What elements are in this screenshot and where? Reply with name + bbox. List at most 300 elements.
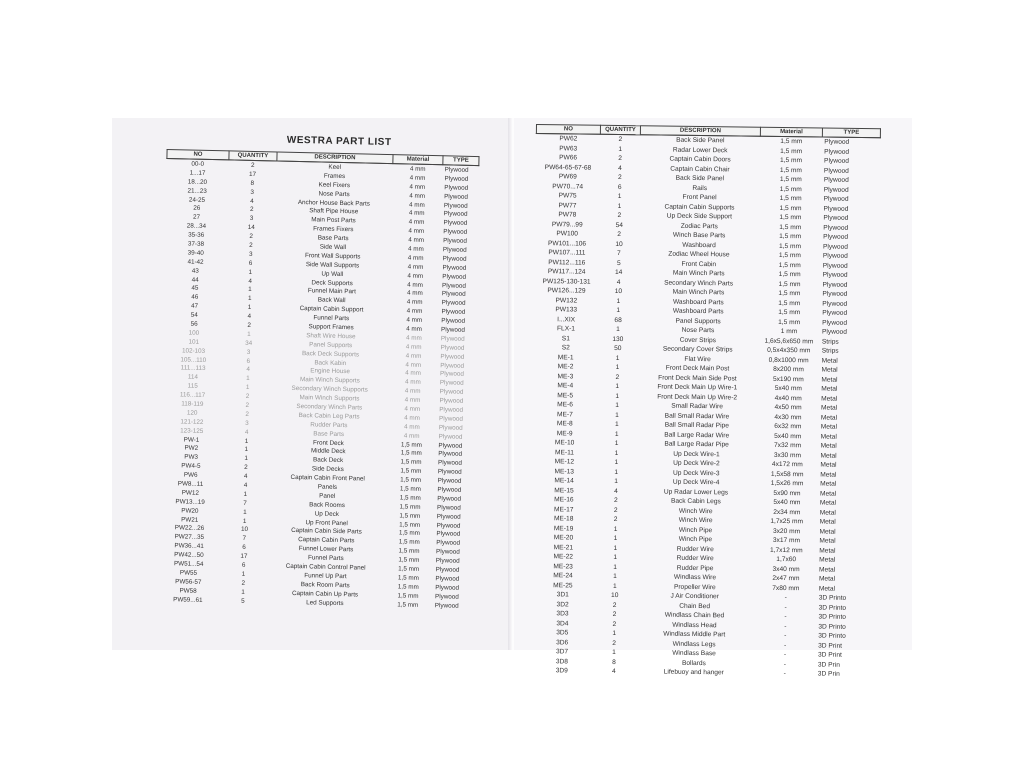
material-cell: - [784, 603, 787, 611]
part-number-cell: PW78 [558, 211, 577, 219]
part-number-cell: PW8...11 [177, 480, 204, 488]
part-number-cell: PW27...35 [174, 533, 205, 542]
type-cell: Plywood [437, 468, 462, 476]
material-cell: 5x40 mm [773, 499, 801, 507]
material-cell: 5x190 mm [772, 375, 804, 384]
description-cell: Windlass Wire [673, 573, 717, 582]
type-cell: Metal [821, 376, 838, 384]
type-cell: Plywood [822, 290, 848, 299]
material-cell: 4 mm [404, 414, 421, 422]
type-cell: 3D Printo [818, 632, 846, 641]
material-cell: 1,5 mm [400, 476, 422, 484]
description-cell: Chain Bed [679, 602, 711, 610]
material-cell: - [784, 632, 787, 640]
description-cell: Up Front Panel [305, 518, 348, 527]
type-cell: Plywood [823, 233, 849, 242]
part-number-cell: 47 [190, 302, 199, 310]
column-header-description: DESCRIPTION [640, 126, 760, 136]
description-cell: Rudder Parts [310, 421, 348, 429]
quantity-cell: 8 [612, 658, 616, 666]
description-cell: Ball Small Radar Pipe [664, 421, 729, 430]
quantity-cell: 2 [249, 232, 253, 241]
material-cell: 0,5x4x350 mm [767, 347, 811, 355]
type-cell: Plywood [435, 584, 460, 592]
parts-table-left [156, 149, 479, 611]
type-cell: 3D Printo [818, 604, 847, 612]
material-cell: 4 mm [406, 316, 423, 324]
description-cell: Keel [328, 163, 342, 171]
part-number-cell: PW56-57 [175, 578, 202, 586]
description-cell: Front Deck [313, 438, 344, 447]
part-number-cell: PW2 [184, 444, 199, 453]
column-header-no: NO [536, 125, 600, 135]
part-number-cell: ME-7 [557, 411, 573, 419]
description-cell: Front Deck Main Post [665, 364, 730, 373]
quantity-cell: 4 [246, 366, 250, 374]
part-number-cell: ME-1 [557, 354, 574, 362]
description-cell: Back Deck Supports [301, 349, 360, 359]
quantity-cell: 4 [611, 668, 616, 676]
description-cell: Ball Small Radar Wire [664, 412, 730, 421]
quantity-cell: 1 [615, 392, 620, 400]
description-cell: Winch Wire [678, 517, 713, 525]
part-number-cell: ME-6 [557, 401, 573, 409]
column-header-material: Material [393, 155, 443, 165]
quantity-cell: 4 [618, 164, 622, 172]
type-cell: Plywood [440, 352, 465, 361]
description-cell: Zodiac Wheel House [668, 250, 730, 259]
type-cell: Plywood [442, 264, 467, 272]
type-cell: Plywood [822, 252, 848, 261]
quantity-cell: 1 [614, 478, 619, 486]
part-number-cell: ME-4 [557, 382, 574, 390]
description-cell: Up Deck Wire-4 [672, 478, 720, 487]
part-number-cell: ME-20 [553, 534, 574, 542]
column-header-type: TYPE [443, 156, 479, 166]
type-cell: Plywood [442, 281, 466, 290]
material-cell: 1,5 mm [780, 157, 803, 165]
description-cell: Back Cabin Legs [670, 497, 721, 506]
description-cell: Shaft Pipe House [309, 207, 359, 216]
description-cell: Main Winch Supports [299, 394, 360, 403]
quantity-cell: 1 [613, 544, 618, 552]
part-number-cell: ME-22 [553, 553, 573, 561]
part-number-cell: ME-10 [554, 439, 575, 447]
type-cell: Metal [818, 575, 836, 583]
material-cell: 4 mm [406, 298, 423, 307]
type-cell: Plywood [438, 450, 463, 459]
description-cell: Shaft Wire House [306, 332, 356, 341]
part-number-cell: ME-11 [554, 449, 574, 457]
description-cell: Support Frames [308, 323, 354, 332]
description-cell: Windlass Middle Part [663, 630, 726, 639]
document-title: WESTRA PART LIST [286, 134, 392, 149]
material-cell: - [783, 660, 787, 668]
material-cell: 4 mm [406, 307, 423, 316]
material-cell: 1,5 mm [779, 233, 802, 241]
description-cell: Winch Pipe [678, 536, 713, 544]
quantity-cell: 1 [243, 508, 247, 516]
material-cell: 1,5 mm [400, 440, 423, 449]
description-cell: Funnel Lower Parts [298, 545, 354, 554]
material-cell: 1,5 mm [778, 252, 801, 260]
type-cell: Metal [821, 357, 838, 365]
quantity-cell: 1 [615, 364, 620, 372]
type-cell: Metal [819, 537, 836, 545]
quantity-cell: 17 [240, 552, 248, 561]
column-header-no: NO [167, 150, 229, 160]
part-number-cell: PW101...106 [547, 239, 587, 248]
description-cell: Secondary Winch Parts [664, 279, 734, 288]
description-cell: Washboard Parts [672, 298, 724, 307]
part-number-cell: 101 [188, 338, 200, 346]
description-cell: Windlass Legs [672, 640, 716, 648]
part-number-cell: ME-16 [554, 496, 574, 504]
quantity-cell: 2 [617, 174, 622, 182]
description-cell: Back Side Panel [676, 136, 725, 145]
material-cell: 4 mm [407, 263, 424, 271]
type-cell: Metal [819, 547, 836, 555]
description-cell: Frames Fixers [313, 225, 354, 234]
part-number-cell: PW22...26 [174, 524, 205, 533]
material-cell: 1,5 mm [778, 290, 801, 298]
quantity-cell: 2 [618, 155, 622, 163]
quantity-cell: 14 [614, 269, 623, 277]
type-cell: Plywood [441, 299, 466, 308]
part-number-cell: 44 [191, 276, 199, 284]
part-number-cell: PW126...129 [547, 287, 586, 295]
type-cell: Plywood [439, 370, 464, 379]
part-number-cell: 18...20 [187, 178, 208, 186]
description-cell: Panels [317, 483, 338, 491]
description-cell: Propeller Wire [673, 583, 716, 591]
part-number-cell: PW4-5 [181, 462, 201, 471]
type-cell: Plywood [440, 335, 465, 343]
quantity-cell: 1 [244, 437, 249, 445]
part-number-cell: PW62 [559, 135, 578, 143]
description-cell: Funnel Parts [307, 554, 344, 563]
material-cell: 1,5 mm [400, 458, 422, 467]
column-header-quantity: QUANTITY [229, 151, 277, 161]
part-number-cell: 37-38 [187, 240, 205, 248]
document-photo [112, 118, 912, 679]
part-number-cell: ME-13 [554, 468, 575, 476]
material-cell: 4 mm [408, 209, 425, 218]
material-cell: 1,5 mm [780, 138, 803, 146]
part-number-cell: 1...17 [189, 169, 206, 177]
part-number-cell: PW107...111 [548, 249, 586, 257]
material-cell: 5x40 mm [774, 385, 802, 393]
quantity-cell: 1 [616, 307, 621, 315]
type-cell: Plywood [436, 504, 461, 512]
description-cell: Secondary Winch Parts [296, 402, 363, 412]
part-number-cell: ME-25 [553, 581, 573, 590]
part-number-cell: 3D1 [556, 591, 569, 599]
part-number-cell: ME-23 [553, 562, 573, 571]
type-cell: 3D Printo [818, 623, 846, 631]
type-cell: Plywood [435, 548, 460, 556]
type-cell: Plywood [824, 157, 850, 166]
material-cell: 1,5 mm [778, 280, 801, 288]
quantity-cell: 2 [615, 373, 620, 381]
material-cell: 6x32 mm [774, 423, 802, 431]
description-cell: Back Room Parts [300, 580, 350, 590]
description-cell: Rudder Pipe [676, 564, 714, 572]
part-number-cell: 116...117 [179, 391, 206, 400]
description-cell: Front Cabin [681, 260, 717, 268]
part-number-cell: 3D6 [556, 639, 569, 647]
material-cell: 1,5 mm [397, 574, 420, 582]
material-cell: 1,5 mm [399, 485, 422, 493]
quantity-cell: 2 [247, 321, 251, 329]
description-cell: Main Post Parts [311, 216, 356, 225]
part-number-cell: PW42...50 [174, 551, 204, 560]
quantity-cell: 1 [616, 297, 621, 305]
description-cell: Ball Large Radar Wire [664, 431, 730, 440]
part-number-cell: PW58 [179, 587, 197, 595]
type-cell: Plywood [437, 477, 462, 485]
quantity-cell: 17 [248, 170, 257, 178]
type-cell: Metal [821, 366, 838, 374]
description-cell: Up Deck Wire-1 [673, 450, 720, 459]
material-cell: 1,5 mm [779, 185, 802, 194]
material-cell: - [784, 622, 787, 630]
quantity-cell: 2 [244, 464, 248, 472]
part-number-cell: 00-0 [191, 160, 205, 168]
column-header-quantity: QUANTITY [600, 125, 640, 134]
part-number-cell: 24-25 [188, 196, 206, 204]
material-cell: 4 mm [409, 174, 426, 182]
part-number-cell: PW20 [181, 507, 199, 515]
material-cell: 4 mm [407, 245, 424, 253]
material-cell: 4 mm [408, 227, 425, 236]
type-cell: Metal [820, 423, 837, 431]
column-header-type: TYPE [822, 128, 880, 138]
quantity-cell: 1 [618, 145, 623, 153]
quantity-cell: 2 [250, 161, 255, 169]
material-cell: - [783, 641, 787, 649]
parts-table-right-body [530, 134, 881, 680]
part-number-cell: PW69 [558, 173, 577, 181]
quantity-cell: 1 [614, 449, 619, 457]
part-number-cell: 120 [186, 409, 198, 417]
part-number-cell: ME-17 [554, 505, 574, 514]
description-cell: Funnel Up Part [304, 572, 347, 581]
quantity-cell: 1 [244, 455, 248, 463]
description-cell: Ball Large Radar Pipe [664, 440, 729, 449]
material-cell: 1,5 mm [778, 299, 801, 307]
type-cell: 3D Printo [818, 594, 847, 603]
quantity-cell: 2 [245, 410, 249, 418]
material-cell: 1,5 mm [398, 529, 421, 538]
quantity-cell: 1 [615, 411, 619, 419]
material-cell: 1,5 mm [399, 503, 421, 511]
material-cell: 4 mm [404, 387, 421, 396]
type-cell: Plywood [444, 184, 469, 192]
description-cell: Captain Cabin Supports [664, 203, 735, 212]
quantity-cell: 10 [611, 592, 619, 600]
part-number-cell: PW133 [555, 306, 578, 314]
type-cell: Plywood [441, 290, 466, 299]
part-number-cell: S2 [561, 344, 570, 352]
part-number-cell: 105...110 [180, 355, 207, 364]
type-cell: Plywood [436, 530, 461, 539]
material-cell: 1,7x12 mm [769, 546, 803, 555]
quantity-cell: 4 [243, 481, 248, 489]
quantity-cell: 6 [246, 357, 251, 365]
description-cell: Back Side Panel [675, 174, 725, 183]
description-cell: Small Radar Wire [671, 402, 723, 411]
material-cell: 4 mm [404, 378, 421, 387]
material-cell: 3x17 mm [772, 537, 801, 545]
type-cell: Metal [820, 480, 837, 488]
description-cell: Bollards [681, 659, 706, 667]
quantity-cell: 2 [249, 241, 253, 249]
quantity-cell: 4 [244, 428, 249, 436]
material-cell: 7x80 mm [772, 584, 800, 593]
material-cell: 4 mm [405, 361, 422, 369]
material-cell: 4 mm [406, 289, 423, 298]
type-cell: Plywood [822, 281, 848, 289]
quantity-cell: 2 [612, 620, 617, 628]
quantity-cell: 1 [617, 202, 622, 210]
description-cell: Cover Strips [679, 336, 717, 344]
type-cell: Plywood [435, 575, 460, 583]
part-number-cell: PW75 [558, 192, 577, 200]
part-number-cell: 54 [190, 311, 198, 319]
material-cell: 1,5 mm [779, 204, 802, 212]
material-cell: 1,5 mm [397, 592, 419, 600]
type-cell: Plywood [438, 424, 463, 432]
type-cell: Plywood [822, 243, 848, 251]
type-cell: Plywood [441, 308, 466, 317]
part-number-cell: 46 [191, 293, 199, 302]
quantity-cell: 14 [247, 224, 255, 232]
part-number-cell: PW64-65-67-68 [544, 163, 592, 172]
right-sheet [529, 124, 881, 680]
description-cell: Up Deck Side Support [666, 212, 733, 221]
quantity-cell: 7 [617, 250, 621, 258]
quantity-cell: 4 [614, 487, 618, 495]
quantity-cell: 1 [242, 517, 247, 525]
material-cell: 4 mm [404, 405, 421, 413]
type-cell: Metal [821, 395, 838, 403]
part-number-cell: ME-3 [557, 373, 574, 381]
part-number-cell: 3D3 [556, 610, 569, 618]
quantity-cell: 4 [616, 278, 621, 286]
description-cell: Nose Parts [318, 190, 350, 198]
type-cell: Plywood [437, 459, 462, 468]
material-cell: 1 mm [780, 328, 798, 336]
type-cell: Metal [819, 556, 836, 564]
description-cell: Funnel Main Part [307, 287, 356, 296]
quantity-cell: 10 [614, 288, 623, 296]
type-cell: Plywood [823, 186, 849, 194]
quantity-cell: 1 [613, 535, 618, 543]
quantity-cell: 1 [615, 354, 620, 362]
quantity-cell: 2 [612, 601, 617, 609]
material-cell: 4 mm [403, 432, 420, 440]
material-cell: - [783, 651, 787, 659]
quantity-cell: 1 [612, 582, 617, 590]
material-cell: 3x20 mm [772, 527, 801, 536]
material-cell: 1,5 mm [778, 261, 801, 269]
type-cell: Plywood [444, 175, 469, 183]
part-number-cell: ME-24 [553, 572, 573, 580]
type-cell: Plywood [439, 397, 464, 405]
description-cell: Middle Deck [310, 447, 346, 456]
type-cell: Plywood [440, 361, 465, 370]
part-number-cell: ME-14 [554, 477, 574, 485]
quantity-cell: 10 [240, 526, 249, 534]
description-cell: Captain Cabin Side Parts [291, 527, 362, 536]
type-cell: 3D Printo [818, 613, 847, 622]
type-cell: Metal [820, 452, 837, 460]
description-cell: Front Deck Main Up Wire-1 [657, 383, 738, 392]
quantity-cell: 4 [250, 197, 254, 205]
description-cell: Zodiac Parts [680, 222, 718, 230]
description-cell: Winch Pipe [678, 526, 713, 534]
quantity-cell: 1 [247, 304, 252, 312]
type-cell: Plywood [440, 344, 465, 352]
part-number-cell: 121-122 [180, 418, 204, 426]
material-cell: 1,5 mm [399, 494, 421, 502]
material-cell: 4 mm [407, 272, 424, 280]
quantity-cell: 4 [248, 277, 252, 285]
part-number-cell: FLX-1 [556, 325, 576, 333]
material-cell: 1,5 mm [778, 318, 801, 326]
description-cell: Anchor House Back Parts [297, 198, 371, 208]
part-number-cell: 114 [187, 373, 199, 382]
description-cell: Base Parts [317, 234, 349, 243]
type-cell: Plywood [441, 326, 465, 334]
description-cell: Windlass Head [672, 621, 717, 629]
type-cell: Plywood [823, 176, 849, 185]
type-cell: Metal [819, 528, 836, 536]
description-cell: Back Cabin Leg Parts [298, 411, 360, 421]
part-number-cell: PW70...74 [552, 182, 584, 191]
part-number-cell: 39-40 [187, 249, 204, 257]
description-cell: Front Deck Main Side Post [658, 374, 737, 383]
material-cell: 1,5 mm [778, 309, 801, 317]
quantity-cell: 3 [248, 250, 253, 258]
description-cell: Keel Fixers [318, 181, 351, 189]
type-cell: Plywood [441, 317, 466, 325]
part-number-cell: 123-125 [180, 427, 204, 435]
description-cell: Winch Wire [678, 507, 713, 515]
material-cell: 4 mm [407, 254, 424, 262]
part-number-cell: 27 [192, 213, 201, 222]
material-cell: 1,5 mm [397, 600, 419, 609]
quantity-cell: 1 [243, 490, 248, 498]
part-number-cell: PW36...41 [174, 542, 204, 551]
material-cell: 4 mm [408, 218, 425, 227]
type-cell: Plywood [822, 271, 848, 280]
material-cell: 1,5 mm [779, 223, 802, 231]
material-cell: 4 mm [408, 236, 425, 244]
material-cell: 1,7x25 mm [770, 518, 804, 526]
description-cell: Panel Supports [675, 317, 721, 326]
type-cell: Plywood [823, 167, 849, 175]
material-cell: 4 mm [403, 423, 420, 431]
type-cell: 3D Print [817, 651, 842, 660]
quantity-cell: 1 [615, 383, 620, 391]
quantity-cell: 1 [614, 440, 619, 448]
part-number-cell: ME-15 [554, 487, 574, 495]
description-cell: Captain Cabin Doors [669, 155, 731, 164]
part-number-cell: PW125-130-131 [542, 277, 591, 286]
material-cell: 4x30 mm [774, 413, 802, 422]
